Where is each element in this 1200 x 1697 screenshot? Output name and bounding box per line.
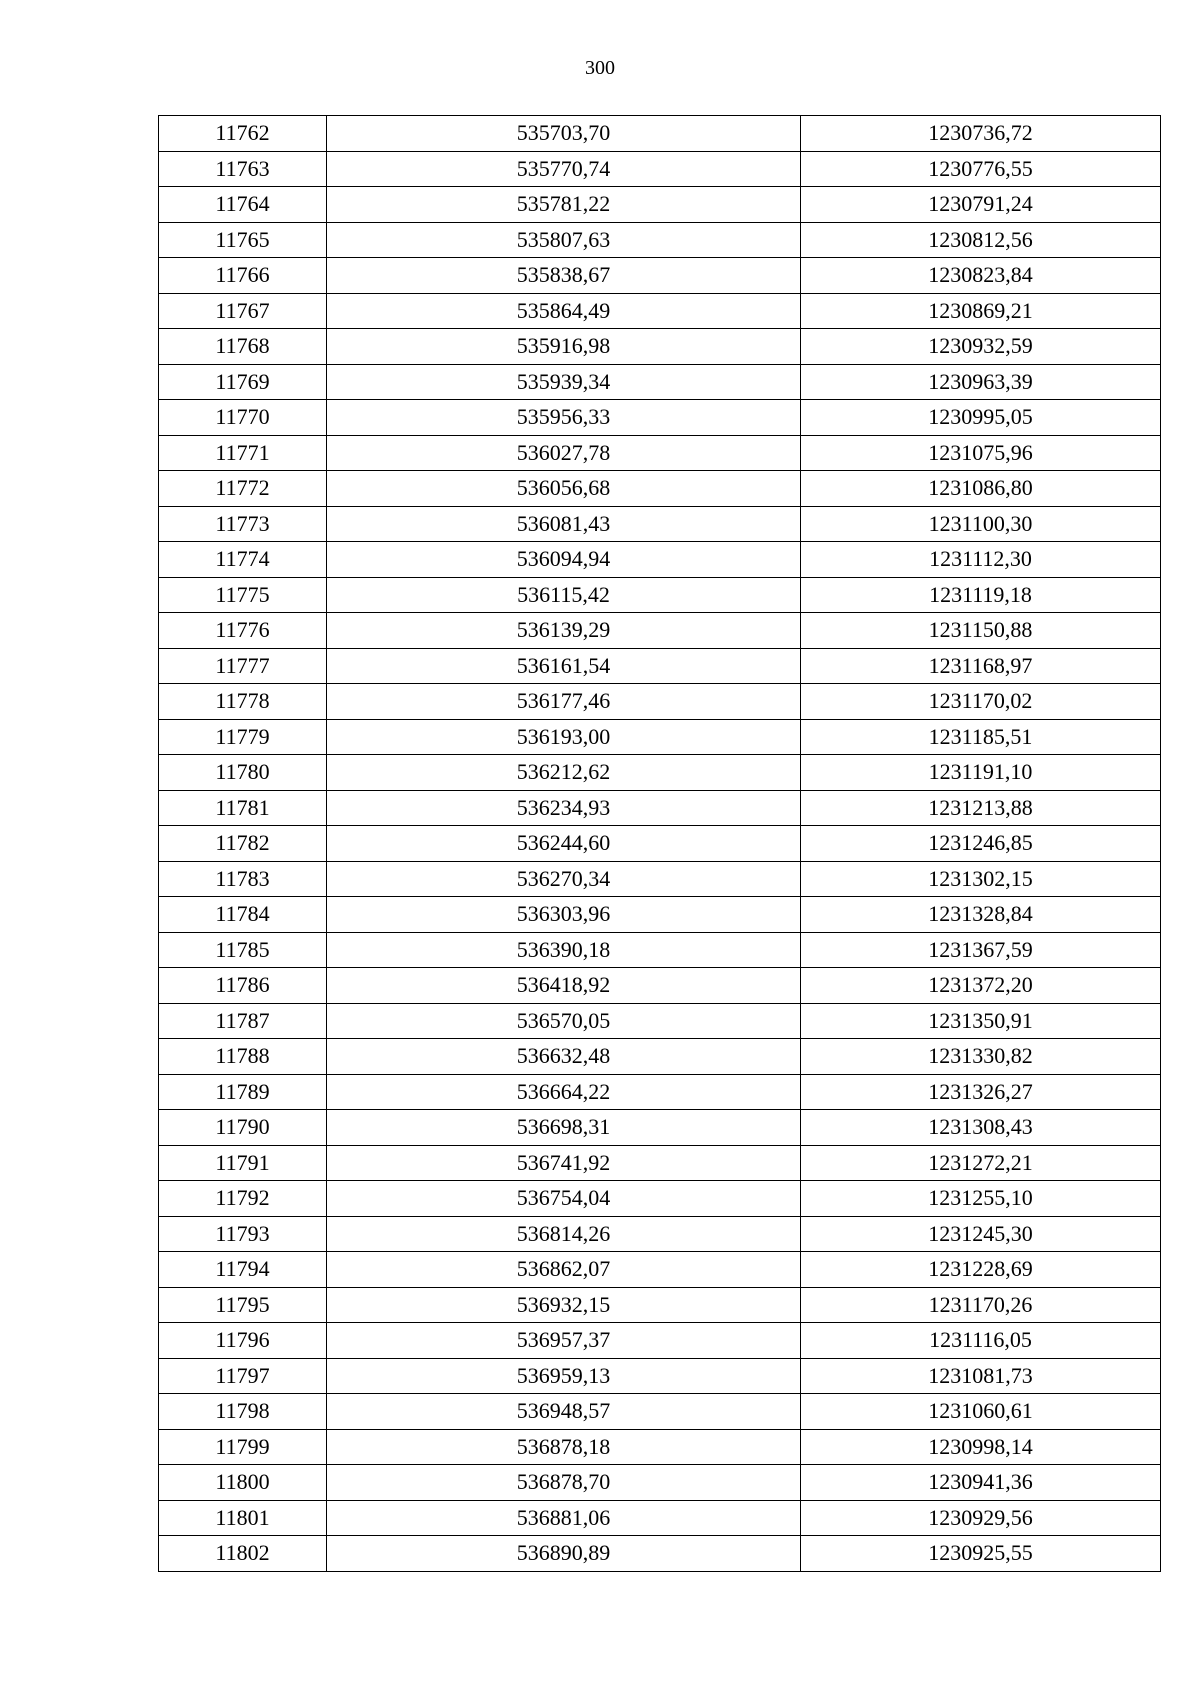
table-row bbox=[159, 187, 1161, 223]
table-row bbox=[159, 790, 1161, 826]
y-coordinate-cell: 1231168,97 bbox=[801, 648, 1161, 684]
page-number: 300 bbox=[585, 57, 615, 79]
table-row bbox=[159, 932, 1161, 968]
x-coordinate-cell: 535916,98 bbox=[327, 329, 801, 365]
y-coordinate-cell: 1231328,84 bbox=[801, 897, 1161, 933]
point-number-cell: 11785 bbox=[159, 932, 327, 968]
x-coordinate-cell: 536932,15 bbox=[327, 1287, 801, 1323]
x-coordinate-cell: 536244,60 bbox=[327, 826, 801, 862]
x-coordinate-cell: 536270,34 bbox=[327, 861, 801, 897]
point-number-cell: 11801 bbox=[159, 1500, 327, 1536]
x-coordinate-cell: 536948,57 bbox=[327, 1394, 801, 1430]
y-coordinate-cell: 1231075,96 bbox=[801, 435, 1161, 471]
x-coordinate-cell: 536862,07 bbox=[327, 1252, 801, 1288]
x-coordinate-cell: 536161,54 bbox=[327, 648, 801, 684]
point-number-cell: 11777 bbox=[159, 648, 327, 684]
x-coordinate-cell: 535781,22 bbox=[327, 187, 801, 223]
point-number-cell: 11775 bbox=[159, 577, 327, 613]
x-coordinate-cell: 536081,43 bbox=[327, 506, 801, 542]
y-coordinate-cell: 1230941,36 bbox=[801, 1465, 1161, 1501]
x-coordinate-cell: 536418,92 bbox=[327, 968, 801, 1004]
point-number-cell: 11788 bbox=[159, 1039, 327, 1075]
x-coordinate-cell: 536390,18 bbox=[327, 932, 801, 968]
point-number-cell: 11793 bbox=[159, 1216, 327, 1252]
table-row bbox=[159, 897, 1161, 933]
y-coordinate-cell: 1231302,15 bbox=[801, 861, 1161, 897]
x-coordinate-cell: 535807,63 bbox=[327, 222, 801, 258]
table-row bbox=[159, 116, 1161, 152]
table-row bbox=[159, 400, 1161, 436]
point-number-cell: 11783 bbox=[159, 861, 327, 897]
coordinates-table bbox=[158, 115, 1161, 1572]
table-row bbox=[159, 1003, 1161, 1039]
point-number-cell: 11776 bbox=[159, 613, 327, 649]
point-number-cell: 11795 bbox=[159, 1287, 327, 1323]
y-coordinate-cell: 1231150,88 bbox=[801, 613, 1161, 649]
table-row bbox=[159, 1216, 1161, 1252]
x-coordinate-cell: 535838,67 bbox=[327, 258, 801, 294]
table-row bbox=[159, 1465, 1161, 1501]
x-coordinate-cell: 536664,22 bbox=[327, 1074, 801, 1110]
point-number-cell: 11790 bbox=[159, 1110, 327, 1146]
point-number-cell: 11798 bbox=[159, 1394, 327, 1430]
x-coordinate-cell: 536056,68 bbox=[327, 471, 801, 507]
y-coordinate-cell: 1231326,27 bbox=[801, 1074, 1161, 1110]
y-coordinate-cell: 1230736,72 bbox=[801, 116, 1161, 152]
x-coordinate-cell: 536878,70 bbox=[327, 1465, 801, 1501]
y-coordinate-cell: 1230925,55 bbox=[801, 1536, 1161, 1572]
point-number-cell: 11787 bbox=[159, 1003, 327, 1039]
table-row bbox=[159, 364, 1161, 400]
x-coordinate-cell: 536212,62 bbox=[327, 755, 801, 791]
x-coordinate-cell: 536193,00 bbox=[327, 719, 801, 755]
table-row bbox=[159, 471, 1161, 507]
y-coordinate-cell: 1231272,21 bbox=[801, 1145, 1161, 1181]
y-coordinate-cell: 1230932,59 bbox=[801, 329, 1161, 365]
y-coordinate-cell: 1231350,91 bbox=[801, 1003, 1161, 1039]
y-coordinate-cell: 1231081,73 bbox=[801, 1358, 1161, 1394]
point-number-cell: 11799 bbox=[159, 1429, 327, 1465]
point-number-cell: 11762 bbox=[159, 116, 327, 152]
x-coordinate-cell: 536115,42 bbox=[327, 577, 801, 613]
point-number-cell: 11766 bbox=[159, 258, 327, 294]
table-row bbox=[159, 542, 1161, 578]
table-row bbox=[159, 506, 1161, 542]
point-number-cell: 11770 bbox=[159, 400, 327, 436]
x-coordinate-cell: 536570,05 bbox=[327, 1003, 801, 1039]
point-number-cell: 11794 bbox=[159, 1252, 327, 1288]
table-row bbox=[159, 1358, 1161, 1394]
point-number-cell: 11792 bbox=[159, 1181, 327, 1217]
y-coordinate-cell: 1230823,84 bbox=[801, 258, 1161, 294]
y-coordinate-cell: 1231367,59 bbox=[801, 932, 1161, 968]
x-coordinate-cell: 536881,06 bbox=[327, 1500, 801, 1536]
table-row bbox=[159, 1500, 1161, 1536]
y-coordinate-cell: 1230998,14 bbox=[801, 1429, 1161, 1465]
point-number-cell: 11768 bbox=[159, 329, 327, 365]
point-number-cell: 11773 bbox=[159, 506, 327, 542]
table-row bbox=[159, 222, 1161, 258]
x-coordinate-cell: 536094,94 bbox=[327, 542, 801, 578]
x-coordinate-cell: 535770,74 bbox=[327, 151, 801, 187]
x-coordinate-cell: 536027,78 bbox=[327, 435, 801, 471]
table-row bbox=[159, 719, 1161, 755]
y-coordinate-cell: 1230929,56 bbox=[801, 1500, 1161, 1536]
point-number-cell: 11802 bbox=[159, 1536, 327, 1572]
y-coordinate-cell: 1231228,69 bbox=[801, 1252, 1161, 1288]
x-coordinate-cell: 536814,26 bbox=[327, 1216, 801, 1252]
coordinates-table-body bbox=[159, 116, 1161, 1572]
table-row bbox=[159, 826, 1161, 862]
y-coordinate-cell: 1230869,21 bbox=[801, 293, 1161, 329]
table-row bbox=[159, 1429, 1161, 1465]
point-number-cell: 11778 bbox=[159, 684, 327, 720]
point-number-cell: 11774 bbox=[159, 542, 327, 578]
y-coordinate-cell: 1231213,88 bbox=[801, 790, 1161, 826]
point-number-cell: 11796 bbox=[159, 1323, 327, 1359]
table-row bbox=[159, 1039, 1161, 1075]
table-row bbox=[159, 861, 1161, 897]
y-coordinate-cell: 1231116,05 bbox=[801, 1323, 1161, 1359]
y-coordinate-cell: 1230791,24 bbox=[801, 187, 1161, 223]
x-coordinate-cell: 536139,29 bbox=[327, 613, 801, 649]
table-row bbox=[159, 755, 1161, 791]
y-coordinate-cell: 1231170,02 bbox=[801, 684, 1161, 720]
x-coordinate-cell: 535703,70 bbox=[327, 116, 801, 152]
y-coordinate-cell: 1231119,18 bbox=[801, 577, 1161, 613]
x-coordinate-cell: 536741,92 bbox=[327, 1145, 801, 1181]
x-coordinate-cell: 536890,89 bbox=[327, 1536, 801, 1572]
x-coordinate-cell: 536632,48 bbox=[327, 1039, 801, 1075]
y-coordinate-cell: 1231308,43 bbox=[801, 1110, 1161, 1146]
point-number-cell: 11797 bbox=[159, 1358, 327, 1394]
y-coordinate-cell: 1230776,55 bbox=[801, 151, 1161, 187]
x-coordinate-cell: 536959,13 bbox=[327, 1358, 801, 1394]
x-coordinate-cell: 536698,31 bbox=[327, 1110, 801, 1146]
point-number-cell: 11771 bbox=[159, 435, 327, 471]
point-number-cell: 11782 bbox=[159, 826, 327, 862]
table-row bbox=[159, 648, 1161, 684]
x-coordinate-cell: 536303,96 bbox=[327, 897, 801, 933]
table-row bbox=[159, 1074, 1161, 1110]
table-row bbox=[159, 258, 1161, 294]
y-coordinate-cell: 1231185,51 bbox=[801, 719, 1161, 755]
table-row bbox=[159, 329, 1161, 365]
point-number-cell: 11791 bbox=[159, 1145, 327, 1181]
y-coordinate-cell: 1230995,05 bbox=[801, 400, 1161, 436]
point-number-cell: 11769 bbox=[159, 364, 327, 400]
table-row bbox=[159, 613, 1161, 649]
table-row bbox=[159, 1323, 1161, 1359]
table-row bbox=[159, 151, 1161, 187]
point-number-cell: 11763 bbox=[159, 151, 327, 187]
y-coordinate-cell: 1230963,39 bbox=[801, 364, 1161, 400]
table-row bbox=[159, 1394, 1161, 1430]
x-coordinate-cell: 536234,93 bbox=[327, 790, 801, 826]
table-row bbox=[159, 1110, 1161, 1146]
y-coordinate-cell: 1231372,20 bbox=[801, 968, 1161, 1004]
x-coordinate-cell: 535939,34 bbox=[327, 364, 801, 400]
point-number-cell: 11789 bbox=[159, 1074, 327, 1110]
y-coordinate-cell: 1231112,30 bbox=[801, 542, 1161, 578]
point-number-cell: 11786 bbox=[159, 968, 327, 1004]
x-coordinate-cell: 536957,37 bbox=[327, 1323, 801, 1359]
x-coordinate-cell: 535956,33 bbox=[327, 400, 801, 436]
point-number-cell: 11780 bbox=[159, 755, 327, 791]
y-coordinate-cell: 1231245,30 bbox=[801, 1216, 1161, 1252]
table-row bbox=[159, 1287, 1161, 1323]
table-row bbox=[159, 577, 1161, 613]
x-coordinate-cell: 536754,04 bbox=[327, 1181, 801, 1217]
table-row bbox=[159, 1536, 1161, 1572]
point-number-cell: 11772 bbox=[159, 471, 327, 507]
y-coordinate-cell: 1231086,80 bbox=[801, 471, 1161, 507]
y-coordinate-cell: 1231191,10 bbox=[801, 755, 1161, 791]
table-row bbox=[159, 684, 1161, 720]
y-coordinate-cell: 1231170,26 bbox=[801, 1287, 1161, 1323]
point-number-cell: 11767 bbox=[159, 293, 327, 329]
y-coordinate-cell: 1231100,30 bbox=[801, 506, 1161, 542]
table-row bbox=[159, 435, 1161, 471]
point-number-cell: 11764 bbox=[159, 187, 327, 223]
table-row bbox=[159, 293, 1161, 329]
y-coordinate-cell: 1230812,56 bbox=[801, 222, 1161, 258]
x-coordinate-cell: 535864,49 bbox=[327, 293, 801, 329]
table-row bbox=[159, 1181, 1161, 1217]
x-coordinate-cell: 536177,46 bbox=[327, 684, 801, 720]
y-coordinate-cell: 1231246,85 bbox=[801, 826, 1161, 862]
y-coordinate-cell: 1231255,10 bbox=[801, 1181, 1161, 1217]
y-coordinate-cell: 1231060,61 bbox=[801, 1394, 1161, 1430]
table-row bbox=[159, 968, 1161, 1004]
point-number-cell: 11781 bbox=[159, 790, 327, 826]
x-coordinate-cell: 536878,18 bbox=[327, 1429, 801, 1465]
point-number-cell: 11800 bbox=[159, 1465, 327, 1501]
table-row bbox=[159, 1145, 1161, 1181]
point-number-cell: 11784 bbox=[159, 897, 327, 933]
point-number-cell: 11765 bbox=[159, 222, 327, 258]
y-coordinate-cell: 1231330,82 bbox=[801, 1039, 1161, 1075]
point-number-cell: 11779 bbox=[159, 719, 327, 755]
table-row bbox=[159, 1252, 1161, 1288]
